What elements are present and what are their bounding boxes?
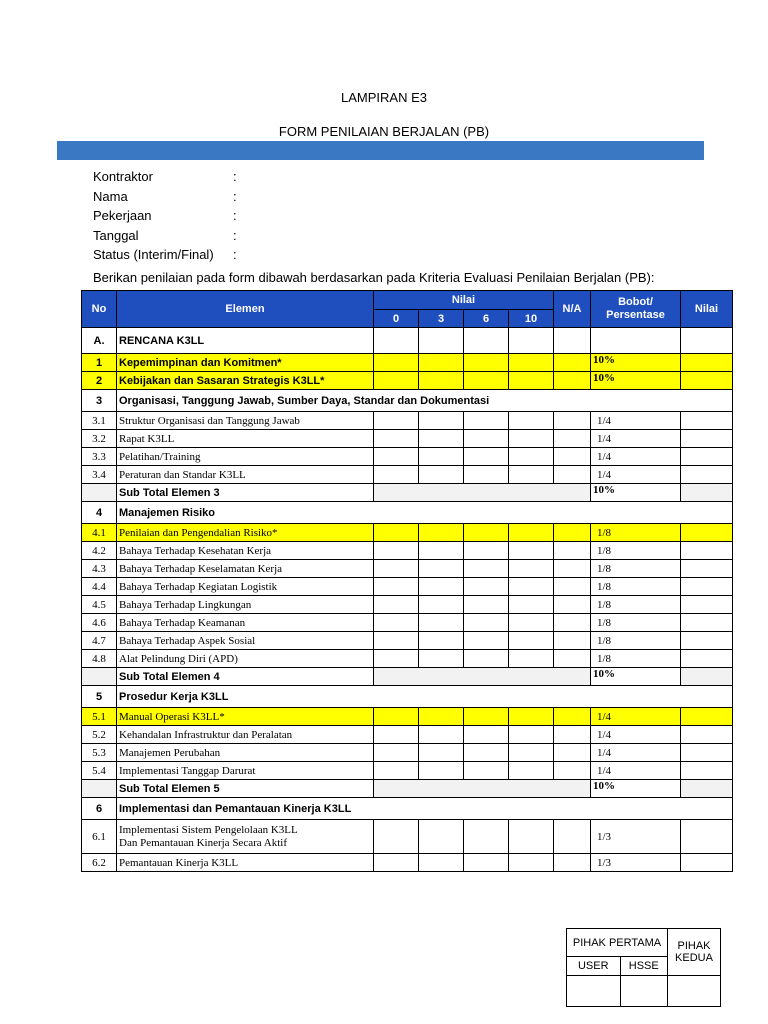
nilai-cell[interactable] — [681, 854, 733, 872]
nilai-cell[interactable] — [681, 708, 733, 726]
row-element: Bahaya Terhadap Kesehatan Kerja — [117, 542, 374, 560]
info-fields — [93, 167, 237, 265]
table-row — [82, 650, 733, 668]
row-number: 4.2 — [82, 542, 117, 560]
score-cell[interactable] — [374, 430, 419, 448]
subtotal-fill — [374, 668, 591, 686]
table-row — [82, 762, 733, 780]
row-element: RENCANA K3LL — [117, 328, 374, 354]
score-cell[interactable] — [509, 560, 554, 578]
info-label: Kontraktor — [93, 169, 153, 184]
na-cell[interactable] — [554, 854, 591, 872]
col-bobot: Bobot/ Persentase — [591, 291, 681, 328]
bobot-cell: 1/8 — [591, 632, 681, 650]
row-number: 3.2 — [82, 430, 117, 448]
bobot-cell — [591, 328, 681, 354]
score-cell[interactable] — [464, 708, 509, 726]
score-cell[interactable] — [374, 744, 419, 762]
score-cell[interactable] — [419, 448, 464, 466]
score-cell[interactable] — [419, 820, 464, 854]
bobot-cell: 1/3 — [591, 854, 681, 872]
score-cell[interactable] — [509, 632, 554, 650]
table-row — [82, 412, 733, 430]
score-cell[interactable] — [464, 762, 509, 780]
row-element: Pelatihan/Training — [117, 448, 374, 466]
na-cell[interactable] — [554, 578, 591, 596]
score-cell[interactable] — [464, 744, 509, 762]
row-number: 5.2 — [82, 726, 117, 744]
score-cell[interactable] — [509, 328, 554, 354]
score-cell[interactable] — [419, 650, 464, 668]
info-label: Pekerjaan — [93, 208, 152, 223]
score-cell[interactable] — [464, 542, 509, 560]
row-number — [82, 780, 117, 798]
na-cell[interactable] — [554, 430, 591, 448]
nilai-cell[interactable] — [681, 650, 733, 668]
row-number: 6.2 — [82, 854, 117, 872]
bobot-cell: 1/4 — [591, 744, 681, 762]
score-cell[interactable] — [419, 744, 464, 762]
score-cell[interactable] — [419, 708, 464, 726]
nilai-cell[interactable] — [681, 484, 733, 502]
info-colon: : — [233, 208, 237, 223]
score-cell[interactable] — [419, 726, 464, 744]
col-nilai: Nilai — [681, 291, 733, 328]
score-cell[interactable] — [374, 328, 419, 354]
score-cell[interactable] — [419, 542, 464, 560]
score-cell[interactable] — [464, 524, 509, 542]
bobot-cell: 10% — [591, 780, 681, 798]
table-row — [82, 578, 733, 596]
row-element: Bahaya Terhadap Keselamatan Kerja — [117, 560, 374, 578]
nilai-cell[interactable] — [681, 412, 733, 430]
table-row — [82, 372, 733, 390]
na-cell[interactable] — [554, 596, 591, 614]
row-element: Rapat K3LL — [117, 430, 374, 448]
row-number: 5.1 — [82, 708, 117, 726]
table-row — [82, 502, 733, 524]
score-cell[interactable] — [509, 650, 554, 668]
row-element — [117, 820, 374, 854]
table-row — [82, 484, 733, 502]
score-cell[interactable] — [374, 820, 419, 854]
col-elemen: Elemen — [117, 291, 374, 328]
bobot-cell: 10% — [591, 484, 681, 502]
na-cell[interactable] — [554, 744, 591, 762]
score-cell[interactable] — [419, 762, 464, 780]
score-cell[interactable] — [419, 578, 464, 596]
row-number: A. — [82, 328, 117, 354]
score-cell[interactable] — [374, 448, 419, 466]
info-row — [93, 226, 237, 246]
info-colon: : — [233, 169, 237, 184]
na-cell[interactable] — [554, 650, 591, 668]
na-cell[interactable] — [554, 708, 591, 726]
score-cell[interactable] — [419, 854, 464, 872]
score-cell[interactable] — [464, 820, 509, 854]
row-heading: Prosedur Kerja K3LL — [117, 686, 733, 708]
score-cell[interactable] — [374, 354, 419, 372]
row-number: 3.3 — [82, 448, 117, 466]
score-cell[interactable] — [509, 708, 554, 726]
col-na: N/A — [554, 291, 591, 328]
score-cell[interactable] — [509, 854, 554, 872]
assessment-table — [81, 290, 733, 872]
bobot-cell: 1/4 — [591, 430, 681, 448]
row-number — [82, 484, 117, 502]
score-cell[interactable] — [509, 726, 554, 744]
row-number: 4.5 — [82, 596, 117, 614]
col-score-3: 3 — [419, 310, 464, 328]
score-cell[interactable] — [374, 854, 419, 872]
score-cell[interactable] — [464, 328, 509, 354]
table-row — [82, 560, 733, 578]
score-cell[interactable] — [464, 448, 509, 466]
nilai-cell[interactable] — [681, 780, 733, 798]
score-cell[interactable] — [509, 412, 554, 430]
score-cell[interactable] — [464, 354, 509, 372]
bobot-cell: 1/4 — [591, 448, 681, 466]
info-colon: : — [233, 247, 237, 262]
bobot-cell: 10% — [591, 372, 681, 390]
row-number: 3.4 — [82, 466, 117, 484]
row-element: Kehandalan Infrastruktur dan Peralatan — [117, 726, 374, 744]
row-number: 6.1 — [82, 820, 117, 854]
table-row — [82, 596, 733, 614]
table-row — [82, 854, 733, 872]
score-cell[interactable] — [464, 632, 509, 650]
table-row — [82, 524, 733, 542]
row-number: 4.3 — [82, 560, 117, 578]
score-cell[interactable] — [419, 596, 464, 614]
score-cell[interactable] — [464, 650, 509, 668]
score-cell[interactable] — [509, 466, 554, 484]
nilai-cell[interactable] — [681, 560, 733, 578]
row-number: 4.8 — [82, 650, 117, 668]
form-title: FORM PENILAIAN BERJALAN (PB) — [278, 124, 490, 139]
score-cell[interactable] — [509, 542, 554, 560]
table-row — [82, 708, 733, 726]
na-cell[interactable] — [554, 820, 591, 854]
col-score-0: 0 — [374, 310, 419, 328]
element-line: Implementasi Sistem Pengelolaan K3LL — [119, 823, 298, 836]
score-cell[interactable] — [374, 726, 419, 744]
score-cell[interactable] — [374, 372, 419, 390]
score-cell[interactable] — [509, 578, 554, 596]
bobot-cell: 1/8 — [591, 542, 681, 560]
nilai-cell[interactable] — [681, 466, 733, 484]
row-number: 3.1 — [82, 412, 117, 430]
score-cell[interactable] — [419, 412, 464, 430]
score-cell[interactable] — [464, 578, 509, 596]
row-number: 2 — [82, 372, 117, 390]
score-cell[interactable] — [374, 614, 419, 632]
nilai-cell[interactable] — [681, 578, 733, 596]
bobot-cell: 1/3 — [591, 820, 681, 854]
row-number: 5.4 — [82, 762, 117, 780]
na-cell[interactable] — [554, 448, 591, 466]
score-cell[interactable] — [374, 708, 419, 726]
bobot-cell: 1/8 — [591, 560, 681, 578]
row-element: Kepemimpinan dan Komitmen* — [117, 354, 374, 372]
row-element: Bahaya Terhadap Aspek Sosial — [117, 632, 374, 650]
score-cell[interactable] — [374, 560, 419, 578]
row-number: 1 — [82, 354, 117, 372]
user-signature-cell[interactable] — [567, 976, 621, 1007]
row-number: 4.7 — [82, 632, 117, 650]
col-score-6: 6 — [464, 310, 509, 328]
bobot-cell: 10% — [591, 354, 681, 372]
nilai-cell[interactable] — [681, 668, 733, 686]
bobot-cell: 10% — [591, 668, 681, 686]
nilai-cell[interactable] — [681, 524, 733, 542]
user-label: USER — [567, 957, 621, 976]
hsse-signature-cell[interactable] — [620, 976, 667, 1007]
table-row — [82, 820, 733, 854]
row-number — [82, 668, 117, 686]
table-row — [82, 542, 733, 560]
info-label: Status (Interim/Final) — [93, 247, 214, 262]
element-line: Dan Pemantauan Kinerja Secara Aktif — [119, 836, 287, 849]
score-cell[interactable] — [419, 372, 464, 390]
nilai-cell[interactable] — [681, 614, 733, 632]
table-row — [82, 668, 733, 686]
instruction-text: Berikan penilaian pada form dibawah berdasarkan pada Kriteria Evaluasi Penilaian Berjalan (PB): — [93, 270, 655, 285]
row-element: Manual Operasi K3LL* — [117, 708, 374, 726]
info-row — [93, 206, 237, 226]
nilai-cell[interactable] — [681, 762, 733, 780]
hsse-label: HSSE — [620, 957, 667, 976]
score-cell[interactable] — [419, 632, 464, 650]
bobot-cell: 1/8 — [591, 578, 681, 596]
score-cell[interactable] — [374, 632, 419, 650]
score-cell[interactable] — [374, 412, 419, 430]
row-number: 4 — [82, 502, 117, 524]
na-cell[interactable] — [554, 354, 591, 372]
bobot-cell: 1/4 — [591, 466, 681, 484]
score-cell[interactable] — [374, 542, 419, 560]
score-cell[interactable] — [464, 726, 509, 744]
score-cell[interactable] — [419, 466, 464, 484]
header-divider-bar — [57, 141, 704, 160]
score-cell[interactable] — [419, 524, 464, 542]
score-cell[interactable] — [464, 412, 509, 430]
bobot-cell: 1/4 — [591, 726, 681, 744]
row-number: 3 — [82, 390, 117, 412]
row-heading: Implementasi dan Pemantauan Kinerja K3LL — [117, 798, 733, 820]
score-cell[interactable] — [374, 578, 419, 596]
table-row — [82, 466, 733, 484]
score-cell[interactable] — [464, 614, 509, 632]
table-row — [82, 328, 733, 354]
score-cell[interactable] — [419, 614, 464, 632]
row-number: 5 — [82, 686, 117, 708]
score-cell[interactable] — [464, 430, 509, 448]
info-row — [93, 167, 237, 187]
score-cell[interactable] — [374, 650, 419, 668]
na-cell[interactable] — [554, 412, 591, 430]
nilai-cell[interactable] — [681, 328, 733, 354]
nilai-cell[interactable] — [681, 726, 733, 744]
nilai-cell[interactable] — [681, 596, 733, 614]
row-element: Implementasi Tanggap Darurat — [117, 762, 374, 780]
info-label: Nama — [93, 188, 128, 204]
row-number: 5.3 — [82, 744, 117, 762]
score-cell[interactable] — [419, 328, 464, 354]
score-cell[interactable] — [509, 744, 554, 762]
score-cell[interactable] — [419, 430, 464, 448]
pihak-pertama-label: PIHAK PERTAMA — [567, 929, 668, 957]
row-element: Bahaya Terhadap Lingkungan — [117, 596, 374, 614]
score-cell[interactable] — [419, 560, 464, 578]
row-number: 4.6 — [82, 614, 117, 632]
info-row — [93, 245, 237, 265]
row-element: Manajemen Perubahan — [117, 744, 374, 762]
nilai-cell[interactable] — [681, 448, 733, 466]
na-cell[interactable] — [554, 560, 591, 578]
row-element: Kebijakan dan Sasaran Strategis K3LL* — [117, 372, 374, 390]
score-cell[interactable] — [419, 354, 464, 372]
nilai-cell[interactable] — [681, 430, 733, 448]
table-row — [82, 632, 733, 650]
na-cell[interactable] — [554, 328, 591, 354]
info-colon: : — [233, 188, 237, 204]
nilai-cell[interactable] — [681, 542, 733, 560]
table-row — [82, 614, 733, 632]
row-element: Pemantauan Kinerja K3LL — [117, 854, 374, 872]
bobot-cell: 1/8 — [591, 524, 681, 542]
info-row — [93, 187, 237, 207]
score-cell[interactable] — [509, 762, 554, 780]
table-row — [82, 390, 733, 412]
na-cell[interactable] — [554, 524, 591, 542]
row-heading: Manajemen Risiko — [117, 502, 733, 524]
table-row — [82, 448, 733, 466]
row-number: 4.1 — [82, 524, 117, 542]
score-cell[interactable] — [374, 762, 419, 780]
na-cell[interactable] — [554, 614, 591, 632]
subtotal-label: Sub Total Elemen 5 — [117, 780, 374, 798]
col-no: No — [82, 291, 117, 328]
na-cell[interactable] — [554, 726, 591, 744]
table-row — [82, 780, 733, 798]
score-cell[interactable] — [509, 430, 554, 448]
score-cell[interactable] — [464, 560, 509, 578]
table-row — [82, 744, 733, 762]
bobot-cell: 1/8 — [591, 650, 681, 668]
nilai-cell[interactable] — [681, 632, 733, 650]
row-element: Bahaya Terhadap Kegiatan Logistik — [117, 578, 374, 596]
score-cell[interactable] — [509, 372, 554, 390]
col-nilai-group: Nilai — [374, 291, 554, 310]
score-cell[interactable] — [509, 614, 554, 632]
subtotal-fill — [374, 780, 591, 798]
pihak-kedua-signature-cell[interactable] — [668, 976, 721, 1007]
nilai-cell[interactable] — [681, 744, 733, 762]
subtotal-label: Sub Total Elemen 4 — [117, 668, 374, 686]
na-cell[interactable] — [554, 632, 591, 650]
row-element: Bahaya Terhadap Keamanan — [117, 614, 374, 632]
bobot-cell: 1/4 — [591, 762, 681, 780]
table-row — [82, 798, 733, 820]
score-cell[interactable] — [374, 596, 419, 614]
row-element: Struktur Organisasi dan Tanggung Jawab — [117, 412, 374, 430]
na-cell[interactable] — [554, 762, 591, 780]
subtotal-fill — [374, 484, 591, 502]
score-cell[interactable] — [509, 820, 554, 854]
score-cell[interactable] — [374, 466, 419, 484]
nilai-cell[interactable] — [681, 372, 733, 390]
score-cell[interactable] — [509, 354, 554, 372]
info-colon: : — [233, 227, 237, 243]
nilai-cell[interactable] — [681, 354, 733, 372]
subtotal-label: Sub Total Elemen 3 — [117, 484, 374, 502]
table-row — [82, 430, 733, 448]
row-element: Penilaian dan Pengendalian Risiko* — [117, 524, 374, 542]
info-label: Tanggal — [93, 227, 139, 243]
score-cell[interactable] — [464, 372, 509, 390]
na-cell[interactable] — [554, 466, 591, 484]
table-row — [82, 686, 733, 708]
bobot-cell: 1/4 — [591, 412, 681, 430]
row-element: Peraturan dan Standar K3LL — [117, 466, 374, 484]
table-row — [82, 354, 733, 372]
pihak-kedua-label: PIHAK KEDUA — [668, 929, 721, 976]
bobot-cell: 1/8 — [591, 614, 681, 632]
score-cell[interactable] — [464, 854, 509, 872]
na-cell[interactable] — [554, 542, 591, 560]
row-number: 6 — [82, 798, 117, 820]
lampiran-label: LAMPIRAN E3 — [341, 90, 427, 105]
score-cell[interactable] — [464, 466, 509, 484]
col-score-10: 10 — [509, 310, 554, 328]
score-cell[interactable] — [509, 524, 554, 542]
score-cell[interactable] — [509, 596, 554, 614]
row-heading: Organisasi, Tanggung Jawab, Sumber Daya, Standar dan Dokumentasi — [117, 390, 733, 412]
row-element: Alat Pelindung Diri (APD) — [117, 650, 374, 668]
bobot-cell: 1/4 — [591, 708, 681, 726]
score-cell[interactable] — [509, 448, 554, 466]
nilai-cell[interactable] — [681, 820, 733, 854]
table-row — [82, 726, 733, 744]
bobot-cell: 1/8 — [591, 596, 681, 614]
na-cell[interactable] — [554, 372, 591, 390]
signature-box — [566, 928, 721, 1007]
score-cell[interactable] — [464, 596, 509, 614]
row-number: 4.4 — [82, 578, 117, 596]
score-cell[interactable] — [374, 524, 419, 542]
